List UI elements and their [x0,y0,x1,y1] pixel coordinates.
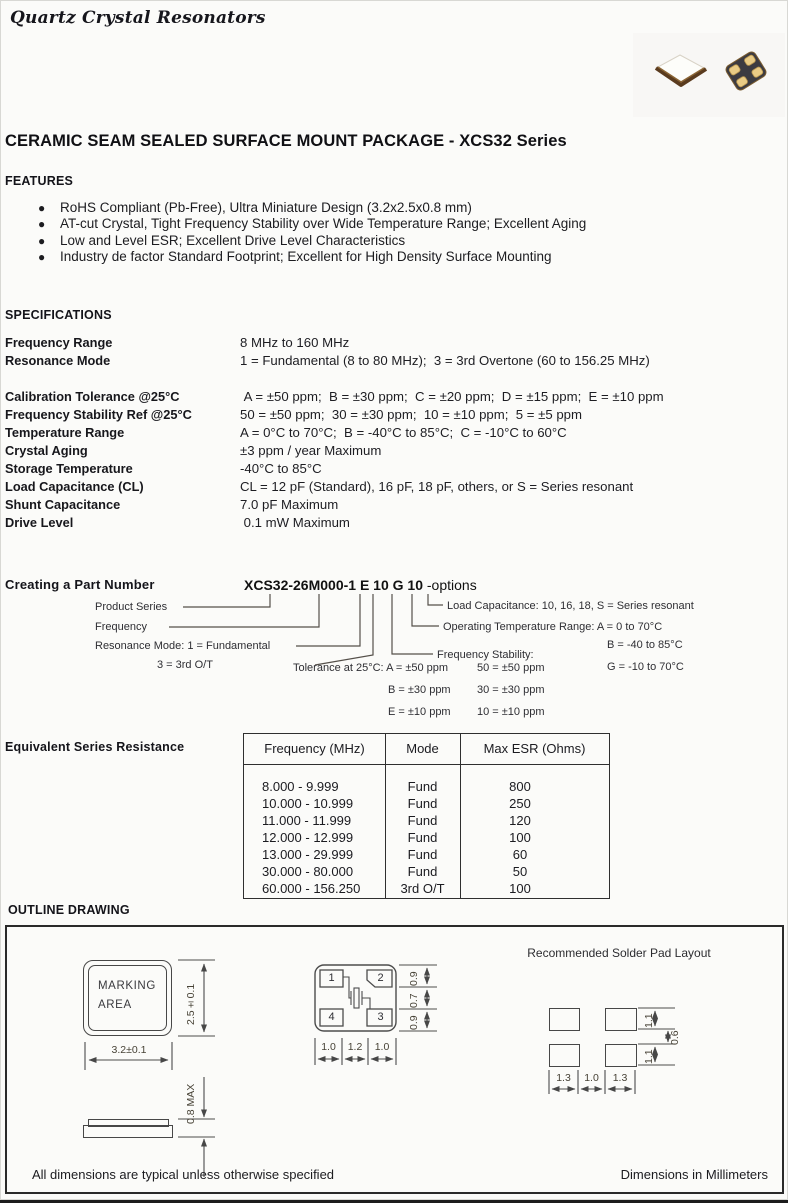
bullet-icon: ● [38,250,46,265]
dim-0p7: 0.7 [408,993,420,1008]
esr-freq: 8.000 - 9.999 [262,779,339,794]
note-dimensions-typical: All dimensions are typical unless otherwise specified [32,1167,335,1182]
dim-3p2: 3.2±0.1 [111,1044,147,1056]
spec-value: 1 = Fundamental (8 to 80 MHz); 3 = 3rd Overtone (60 to 156.25 MHz) [240,353,650,368]
part-number-code: XCS32-26M000-1 E 10 G 10 -options [244,577,477,593]
side-view-base [83,1125,173,1138]
spec-label: Load Capacitance (CL) [5,479,144,494]
bullet-icon: ● [38,217,46,232]
esr-freq: 10.000 - 10.999 [262,796,354,811]
bullet-icon: ● [38,233,46,248]
dim-1p1-bottom: 1.1 [643,1049,655,1064]
specifications-heading: SPECIFICATIONS [5,308,112,322]
dim-1p1-top: 1.1 [643,1013,655,1028]
outline-drawing-box [5,925,784,1194]
esr-heading: Equivalent Series Resistance [5,740,185,754]
dim-1p0-gap: 1.0 [584,1072,599,1084]
solder-pad-layout-title: Recommended Solder Pad Layout [527,946,711,960]
esr-freq: 12.000 - 12.999 [262,830,354,845]
feature-text: Low and Level ESR; Excellent Drive Level Characteristics [60,232,406,248]
pn-label-stability-30: 30 = ±30 ppm [477,684,545,696]
esr-value: 60 [512,847,528,862]
spec-value: -40°C to 85°C [240,461,322,476]
pn-label-resonance-mode: Resonance Mode: 1 = Fundamental [95,640,271,652]
spec-label: Shunt Capacitance [5,497,121,512]
spec-row [5,352,783,370]
features-list [38,200,758,266]
spec-label: Calibration Tolerance @25°C [5,389,180,404]
esr-freq: 60.000 - 156.250 [262,881,361,896]
esr-freq: 11.000 - 11.999 [262,813,352,828]
marking-area-label: MARKING AREA [98,980,156,1011]
part-number-section [0,575,788,725]
esr-value: 100 [509,830,531,845]
feature-item [38,216,758,232]
esr-table [243,733,610,899]
pn-label-operating-temp-b: B = -40 to 85°C [607,639,683,651]
esr-mode: Fund [407,864,438,879]
solder-pad [549,1008,580,1031]
dim-0p9-bottom: 0.9 [408,1015,420,1030]
solder-pad [605,1044,637,1067]
dim-2p5: 2.5±0.1 [185,983,197,1025]
pn-label-stability: Frequency Stability: [437,649,534,661]
esr-col-frequency: Frequency (MHz) [264,741,365,756]
feature-text: Industry de factor Standard Footprint; Excellent for High Density Surface Mounting [60,249,552,265]
product-photo [633,33,785,117]
spec-value: ±3 ppm / year Maximum [240,443,382,458]
pn-label-product-series: Product Series [95,601,168,613]
pad-1-label: 1 [328,972,335,984]
dim-0p9-top: 0.9 [408,971,420,986]
dim-1p2: 1.2 [347,1041,363,1053]
esr-mode: 3rd O/T [400,881,445,896]
spec-row [5,478,783,496]
spec-label: Frequency Stability Ref @25°C [5,407,192,422]
spec-label: Crystal Aging [5,443,88,458]
dim-0p8max: 0.8 MAX [185,1083,197,1124]
spec-label: Resonance Mode [5,353,111,368]
esr-value: 800 [509,779,531,794]
esr-value: 50 [512,864,528,879]
spec-value: A = 0°C to 70°C; B = -40°C to 85°C; C = -10°C to 60°C [240,425,567,440]
pn-label-load-capacitance: Load Capacitance: 10, 16, 18, S = Series resonant [447,600,694,612]
spec-value: CL = 12 pF (Standard), 16 pF, 18 pF, others, or S = Series resonant [240,479,634,494]
dim-0p6: 0.6 [669,1030,681,1045]
pn-label-tolerance-e: E = ±10 ppm [388,706,451,718]
part-number-heading: Creating a Part Number [5,577,155,592]
dim-1p3-right: 1.3 [612,1072,628,1084]
spec-row [5,442,783,460]
esr-value: 120 [509,813,531,828]
spec-value: 50 = ±50 ppm; 30 = ±30 ppm; 10 = ±10 ppm; 5 = ±5 ppm [240,407,582,422]
feature-text: RoHS Compliant (Pb-Free), Ultra Miniature Design (3.2x2.5x0.8 mm) [60,200,472,215]
pn-label-operating-temp: Operating Temperature Range: A = 0 to 70°C [443,621,663,633]
solder-pad [605,1008,637,1031]
spec-value: 7.0 pF Maximum [240,497,339,512]
esr-mode: Fund [407,813,438,828]
esr-col-maxesr: Max ESR (Ohms) [483,741,586,756]
esr-mode: Fund [407,779,438,794]
pn-label-frequency: Frequency [95,621,147,633]
features-heading: FEATURES [5,174,74,188]
dim-1p3-left: 1.3 [556,1072,571,1084]
spec-row [5,334,783,352]
dim-1p0-right: 1.0 [374,1041,390,1053]
dim-1p0-left: 1.0 [321,1041,336,1053]
bullet-icon: ● [38,201,46,215]
esr-col-mode: Mode [406,741,439,756]
spec-value: 0.1 mW Maximum [240,515,350,530]
pad-3-label: 3 [377,1011,384,1023]
esr-value: 250 [509,796,531,811]
part-number-options-suffix: -options [423,577,477,593]
spec-row [5,460,783,478]
spec-label: Storage Temperature [5,461,133,476]
spec-value: A = ±50 ppm; B = ±30 ppm; C = ±20 ppm; D = ±15 ppm; E = ±10 ppm [240,389,664,404]
pn-label-stability-10: 10 = ±10 ppm [477,706,545,718]
pn-label-operating-temp-g: G = -10 to 70°C [607,661,684,673]
esr-freq: 13.000 - 29.999 [262,847,354,862]
esr-mode: Fund [407,830,438,845]
note-dimensions-millimeters: Dimensions in Millimeters [620,1167,768,1182]
spec-row [5,514,783,532]
table-header-divider [244,764,609,765]
spec-row [5,406,783,424]
pad-4-label: 4 [328,1011,335,1023]
spec-row [5,424,783,442]
pad-2-label: 2 [377,972,384,984]
feature-item [38,233,758,249]
pn-label-tolerance-b: B = ±30 ppm [388,684,451,696]
spec-label: Drive Level [5,515,74,530]
feature-item [38,249,758,265]
feature-text: AT-cut Crystal, Tight Frequency Stability over Wide Temperature Range; Excellent Aging [60,216,587,232]
esr-value: 100 [509,881,531,896]
pn-label-resonance-mode-2: 3 = 3rd O/T [157,659,213,671]
spec-row [5,496,783,514]
feature-item [38,200,758,216]
spec-value: 8 MHz to 160 MHz [240,335,350,350]
pn-label-tolerance: Tolerance at 25°C: A = ±50 ppm [293,662,449,674]
solder-pad [549,1044,580,1067]
spec-label: Frequency Range [5,335,113,350]
specifications-list [5,334,783,532]
esr-freq: 30.000 - 80.000 [262,864,354,879]
outline-heading: OUTLINE DRAWING [8,903,130,917]
brand-title: Quartz Crystal Resonators [10,8,266,28]
pn-label-stability-50: 50 = ±50 ppm [477,662,545,674]
esr-mode: Fund [407,847,438,862]
page-title: CERAMIC SEAM SEALED SURFACE MOUNT PACKAGE - XCS32 Series [5,132,567,150]
spec-label: Temperature Range [5,425,125,440]
esr-mode: Fund [407,796,438,811]
spec-row [5,388,783,406]
